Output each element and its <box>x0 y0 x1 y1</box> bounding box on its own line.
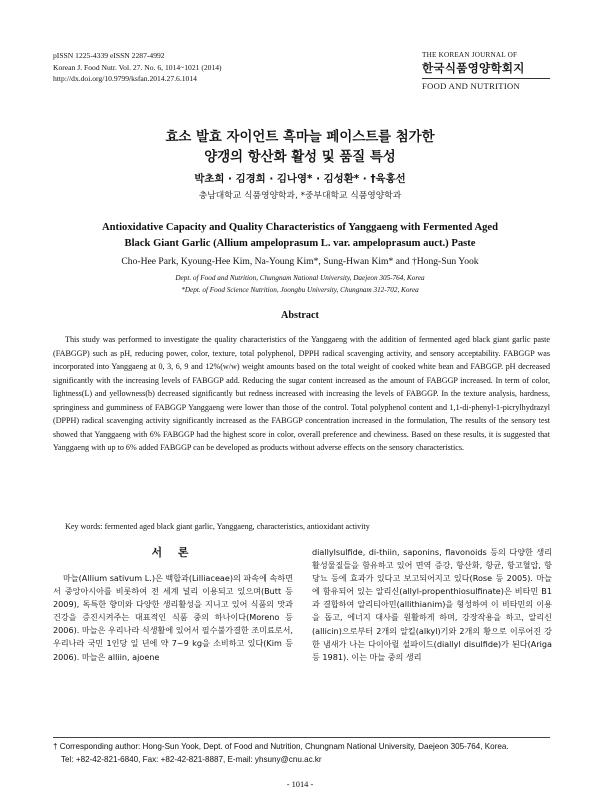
journal-name-en-top: THE KOREAN JOURNAL OF <box>422 51 518 59</box>
english-title <box>0 220 600 252</box>
citation-block <box>53 50 222 85</box>
journal-name-ko: 한국식품영양학회지 <box>422 61 525 75</box>
body-right-column: diallylsulfide, di-thiin, saponins, flavonoids 등의 다양한 생리활성물질들을 함유하고 있어 면역 증강, 항산화, 항균, 항고혈압, 항당뇨 등에 효과가 있다고 보고되어지고 있다(Rose 등 2005). 마늘에 함유되어 있는 알리신(allyl-propenthiosulfinate)은 비타민 B1과 결합하여 알리티아민(allithianim)을 형성하여 이 비타민의 이용을 돕고, 에너지 대사를 원활하게 하며, 강장작용을 하고, 알리신(allicin)으로부터 2개의 알킬(alkyl)기와 2개의 황으로 이루어진 강한 냄새가 나는 다이아릴 설파이드(diallyl disulfide)가 된다(Ariga 등 1981). 이는 마늘 중의 생리 <box>312 547 552 662</box>
english-title-line2: Black Giant Garlic (Allium ampeloprasum L. var. ampeloprasum auct.) Paste <box>124 238 476 249</box>
korean-title-line1: 효소 발효 자이언트 흑마늘 페이스트를 첨가한 <box>165 130 435 145</box>
issn-line: pISSN 1225-4339 eISSN 2287-4992 <box>53 51 165 60</box>
footnote-line2: Tel: +82-42-821-6840, Fax: +82-42-821-8887, E-mail: yhsuny@cnu.ac.kr <box>61 754 322 764</box>
keywords: Key words: fermented aged black giant garlic, Yanggaeng, characteristics, antioxidant activity <box>65 522 370 531</box>
affiliation-2: *Dept. of Food Science Nutrition, Joongbu University, Chungnam 312-702, Korea <box>181 286 419 294</box>
english-title-line1: Antioxidative Capacity and Quality Characteristics of Yanggaeng with Fermented Aged <box>102 222 498 233</box>
abstract-heading: Abstract <box>281 310 319 321</box>
footnote-line1: † Corresponding author: Hong-Sun Yook, Dept. of Food and Nutrition, Chungnam National University, Daejeon 305-764, Korea. <box>53 742 509 751</box>
journal-divider <box>422 78 550 79</box>
citation-line: Korean J. Food Nutr. Vol. 27. No. 6, 1014~1021 (2014) <box>53 62 222 72</box>
english-affiliations <box>0 272 600 296</box>
abstract-body: This study was performed to investigate the quality characteristics of the Yanggaeng with the addition of fermented aged black giant garlic paste (FABGGP) such as pH, reducing power, color, texture, total polyphenol, DPPH radical scavenging activity, and sensory acceptability. FABGGP was incorporated into Yanggaeng at 0, 3, 6, 9 and 12%(w/w) weight amounts based on the total weight of cooked white bean and FABGGP. pH decreased significantly with the increasing levels of FABGGP add. Reducing the sugar content increased as the amount of FABGGP increased. In term of color, lightness(L) and yellowness(b) decreased significantly but redness increased with increasing the levels of FABGGP. In the texture analysis, hardness, springiness and gumminess of FABGGP Yanggaeng were lower than those of the control. Total polyphenol content and 1,1-di-phenyl-1-picrylhydrazyl (DPPH) radical scavenging activity significantly increased as the FABGGP concentration increased in the formulation, The results of the sensory test showed that Yanggaeng with 6% FABGGP had the highest score in color, overall preference and chewiness. Based on these results, it is suggested that Yanggaeng with up to 6% added FABGGP can be developed as products without adverse effects on the sensory characteristics. <box>53 335 550 453</box>
page-number: - 1014 - <box>286 780 314 789</box>
english-authors: Cho-Hee Park, Kyoung-Hee Kim, Na-Young Kim*, Sung-Hwan Kim* and †Hong-Sun Yook <box>121 256 479 267</box>
body-left-column: 마늘(Allium sativum L.)은 백합과(Lilliaceae)의 파속에 속하면서 중앙아시아를 비롯하여 전 세계 널리 이용되고 있으며(Butt 등 2009), 독특한 향미와 다양한 생리활성을 지니고 있어 식품의 맛과 건강을 증진시켜주는 대표적인 식품 중의 하나이다(Moreno 등 2006). 마늘은 우리나라 식생활에 있어서 필수불가결한 조미료로서, 우리나라 국민 1인당 일 년에 약 7~9 kg을 소비하고 있다(Kim 등 2006). 마늘은 alliin, ajoene <box>53 573 293 662</box>
korean-title <box>0 128 600 168</box>
korean-title-line2: 양갱의 항산화 활성 및 품질 특성 <box>204 150 396 165</box>
footnote-divider <box>53 737 550 738</box>
journal-logo <box>422 51 562 91</box>
corresponding-author-footnote <box>53 741 553 766</box>
korean-authors: 박초희 · 김경희 · 김나영* · 김성환* · †육홍선 <box>194 173 406 185</box>
doi-link[interactable]: http://dx.doi.org/10.9799/ksfan.2014.27.6.1014 <box>53 74 197 83</box>
section-heading-introduction: 서 론 <box>151 546 195 559</box>
korean-affiliation: 충남대학교 식품영양학과, *중부대학교 식품영양학과 <box>198 191 402 201</box>
journal-name-en-bottom: FOOD AND NUTRITION <box>422 81 521 91</box>
affiliation-1: Dept. of Food and Nutrition, Chungnam National University, Daejeon 305-764, Korea <box>175 274 425 282</box>
